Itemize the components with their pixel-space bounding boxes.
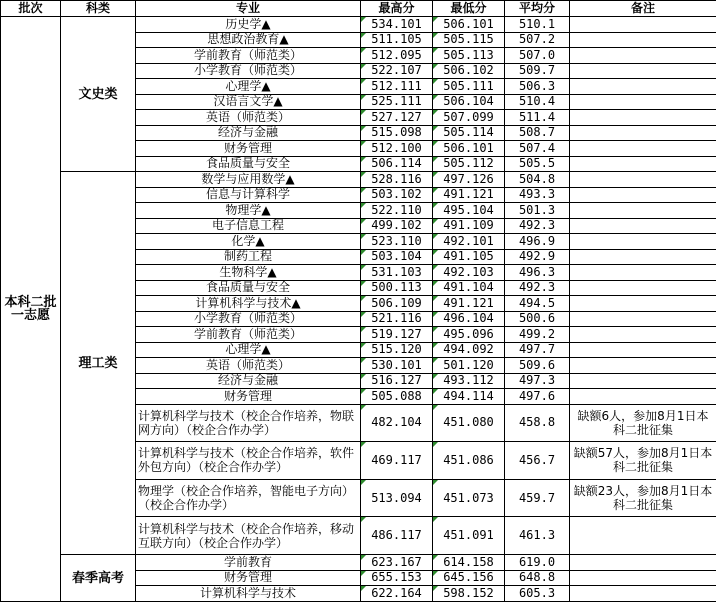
avg-score-cell: 505.5 — [505, 156, 570, 172]
min-score-cell: 491.104 — [433, 280, 505, 296]
table-row — [1, 172, 716, 188]
avg-score-cell: 504.8 — [505, 172, 570, 188]
avg-score-cell: 497.7 — [505, 342, 570, 358]
max-score-cell: 482.104 — [361, 404, 433, 442]
avg-score-cell: 499.2 — [505, 327, 570, 343]
note-cell — [570, 63, 716, 79]
max-score-cell: 516.127 — [361, 373, 433, 389]
note-cell — [570, 48, 716, 64]
max-score-cell: 528.116 — [361, 172, 433, 188]
header-max-score: 最高分 — [361, 1, 433, 17]
min-score-cell: 506.102 — [433, 63, 505, 79]
max-score-cell: 486.117 — [361, 517, 433, 555]
avg-score-cell: 509.7 — [505, 63, 570, 79]
avg-score-cell: 458.8 — [505, 404, 570, 442]
avg-score-cell: 456.7 — [505, 442, 570, 480]
min-score-cell: 507.099 — [433, 110, 505, 126]
major-cell: 学前教育 — [136, 555, 361, 571]
major-cell: 数学与应用数学▲ — [136, 172, 361, 188]
header-category: 科类 — [61, 1, 136, 17]
category-cell: 理工类 — [61, 172, 136, 555]
max-score-cell: 531.103 — [361, 265, 433, 281]
min-score-cell: 492.101 — [433, 234, 505, 250]
header-major: 专业 — [136, 1, 361, 17]
avg-score-cell: 648.8 — [505, 570, 570, 586]
avg-score-cell: 492.3 — [505, 218, 570, 234]
major-cell: 心理学▲ — [136, 342, 361, 358]
avg-score-cell: 494.5 — [505, 296, 570, 312]
major-cell: 心理学▲ — [136, 79, 361, 95]
max-score-cell: 655.153 — [361, 570, 433, 586]
min-score-cell: 497.126 — [433, 172, 505, 188]
major-cell: 学前教育（师范类） — [136, 327, 361, 343]
min-score-cell: 645.156 — [433, 570, 505, 586]
avg-score-cell: 496.9 — [505, 234, 570, 250]
min-score-cell: 492.103 — [433, 265, 505, 281]
major-cell: 物理学▲ — [136, 203, 361, 219]
note-cell — [570, 156, 716, 172]
header-avg-score: 平均分 — [505, 1, 570, 17]
category-cell: 春季高考 — [61, 555, 136, 602]
min-score-cell: 506.104 — [433, 94, 505, 110]
note-cell — [570, 125, 716, 141]
min-score-cell: 451.080 — [433, 404, 505, 442]
note-cell — [570, 249, 716, 265]
note-cell — [570, 280, 716, 296]
major-cell: 经济与金融 — [136, 373, 361, 389]
major-cell: 思想政治教育▲ — [136, 32, 361, 48]
category-cell: 文史类 — [61, 17, 136, 172]
avg-score-cell: 497.3 — [505, 373, 570, 389]
major-cell: 计算机科学与技术（校企合作培养，移动互联方向）（校企合作办学） — [136, 517, 361, 555]
min-score-cell: 494.114 — [433, 389, 505, 405]
min-score-cell: 494.092 — [433, 342, 505, 358]
major-cell: 物理学（校企合作培养，智能电子方向）（校企合作办学） — [136, 479, 361, 517]
note-cell — [570, 218, 716, 234]
max-score-cell: 505.088 — [361, 389, 433, 405]
major-cell: 电子信息工程 — [136, 218, 361, 234]
major-cell: 计算机科学与技术（校企合作培养，软件外包方向）（校企合作办学） — [136, 442, 361, 480]
max-score-cell: 534.101 — [361, 17, 433, 33]
note-cell — [570, 311, 716, 327]
header-min-score: 最低分 — [433, 1, 505, 17]
min-score-cell: 614.158 — [433, 555, 505, 571]
header-note: 备注 — [570, 1, 716, 17]
note-cell — [570, 172, 716, 188]
major-cell: 财务管理 — [136, 141, 361, 157]
max-score-cell: 499.102 — [361, 218, 433, 234]
max-score-cell: 512.095 — [361, 48, 433, 64]
max-score-cell: 527.127 — [361, 110, 433, 126]
avg-score-cell: 500.6 — [505, 311, 570, 327]
max-score-cell: 515.120 — [361, 342, 433, 358]
avg-score-cell: 619.0 — [505, 555, 570, 571]
min-score-cell: 496.104 — [433, 311, 505, 327]
note-cell — [570, 32, 716, 48]
max-score-cell: 530.101 — [361, 358, 433, 374]
note-cell — [570, 79, 716, 95]
min-score-cell: 505.115 — [433, 32, 505, 48]
major-cell: 英语（师范类） — [136, 358, 361, 374]
major-cell: 财务管理 — [136, 570, 361, 586]
max-score-cell: 525.111 — [361, 94, 433, 110]
max-score-cell: 500.113 — [361, 280, 433, 296]
min-score-cell: 505.114 — [433, 125, 505, 141]
max-score-cell: 521.116 — [361, 311, 433, 327]
min-score-cell: 505.111 — [433, 79, 505, 95]
min-score-cell: 495.104 — [433, 203, 505, 219]
max-score-cell: 523.110 — [361, 234, 433, 250]
min-score-cell: 598.152 — [433, 586, 505, 602]
avg-score-cell: 510.4 — [505, 94, 570, 110]
max-score-cell: 503.104 — [361, 249, 433, 265]
note-cell — [570, 327, 716, 343]
min-score-cell: 495.096 — [433, 327, 505, 343]
avg-score-cell: 501.3 — [505, 203, 570, 219]
max-score-cell: 515.098 — [361, 125, 433, 141]
min-score-cell: 491.109 — [433, 218, 505, 234]
note-cell — [570, 110, 716, 126]
note-cell — [570, 389, 716, 405]
min-score-cell: 491.121 — [433, 296, 505, 312]
major-cell: 计算机科学与技术 — [136, 586, 361, 602]
major-cell: 生物科学▲ — [136, 265, 361, 281]
min-score-cell: 493.112 — [433, 373, 505, 389]
note-cell: 缺额57人，参加8月1日本科二批征集 — [570, 442, 716, 480]
avg-score-cell: 506.3 — [505, 79, 570, 95]
major-cell: 计算机科学与技术▲ — [136, 296, 361, 312]
max-score-cell: 512.111 — [361, 79, 433, 95]
avg-score-cell: 492.9 — [505, 249, 570, 265]
header-batch: 批次 — [1, 1, 61, 17]
max-score-cell: 522.110 — [361, 203, 433, 219]
avg-score-cell: 511.4 — [505, 110, 570, 126]
note-cell — [570, 17, 716, 33]
max-score-cell: 522.107 — [361, 63, 433, 79]
max-score-cell: 506.109 — [361, 296, 433, 312]
major-cell: 制药工程 — [136, 249, 361, 265]
avg-score-cell: 461.3 — [505, 517, 570, 555]
table-row — [1, 555, 716, 571]
table-row — [1, 17, 716, 33]
note-cell — [570, 358, 716, 374]
avg-score-cell: 496.3 — [505, 265, 570, 281]
min-score-cell: 506.101 — [433, 141, 505, 157]
major-cell: 小学教育（师范类） — [136, 311, 361, 327]
min-score-cell: 506.101 — [433, 17, 505, 33]
note-cell: 缺额6人，参加8月1日本科二批征集 — [570, 404, 716, 442]
min-score-cell: 501.120 — [433, 358, 505, 374]
avg-score-cell: 507.4 — [505, 141, 570, 157]
avg-score-cell: 497.6 — [505, 389, 570, 405]
min-score-cell: 505.112 — [433, 156, 505, 172]
min-score-cell: 451.086 — [433, 442, 505, 480]
major-cell: 食品质量与安全 — [136, 280, 361, 296]
min-score-cell: 491.121 — [433, 187, 505, 203]
avg-score-cell: 492.3 — [505, 280, 570, 296]
major-cell: 汉语言文学▲ — [136, 94, 361, 110]
note-cell — [570, 570, 716, 586]
note-cell — [570, 265, 716, 281]
major-cell: 信息与计算科学 — [136, 187, 361, 203]
major-cell: 历史学▲ — [136, 17, 361, 33]
min-score-cell: 451.073 — [433, 479, 505, 517]
avg-score-cell: 459.7 — [505, 479, 570, 517]
header-row — [1, 1, 716, 17]
note-cell — [570, 234, 716, 250]
avg-score-cell: 507.0 — [505, 48, 570, 64]
max-score-cell: 511.105 — [361, 32, 433, 48]
batch-cell: 本科二批一志愿 — [1, 17, 61, 602]
max-score-cell: 469.117 — [361, 442, 433, 480]
major-cell: 计算机科学与技术（校企合作培养，物联网方向）（校企合作办学） — [136, 404, 361, 442]
note-cell: 缺额23人，参加8月1日本科二批征集 — [570, 479, 716, 517]
note-cell — [570, 517, 716, 555]
note-cell — [570, 586, 716, 602]
note-cell — [570, 203, 716, 219]
avg-score-cell: 509.6 — [505, 358, 570, 374]
major-cell: 英语（师范类） — [136, 110, 361, 126]
avg-score-cell: 507.2 — [505, 32, 570, 48]
note-cell — [570, 555, 716, 571]
major-cell: 经济与金融 — [136, 125, 361, 141]
major-cell: 小学教育（师范类） — [136, 63, 361, 79]
note-cell — [570, 94, 716, 110]
note-cell — [570, 296, 716, 312]
max-score-cell: 506.114 — [361, 156, 433, 172]
min-score-cell: 505.113 — [433, 48, 505, 64]
max-score-cell: 519.127 — [361, 327, 433, 343]
note-cell — [570, 373, 716, 389]
avg-score-cell: 493.3 — [505, 187, 570, 203]
major-cell: 化学▲ — [136, 234, 361, 250]
max-score-cell: 512.100 — [361, 141, 433, 157]
note-cell — [570, 141, 716, 157]
min-score-cell: 491.105 — [433, 249, 505, 265]
max-score-cell: 623.167 — [361, 555, 433, 571]
major-cell: 食品质量与安全 — [136, 156, 361, 172]
major-cell: 财务管理 — [136, 389, 361, 405]
avg-score-cell: 508.7 — [505, 125, 570, 141]
avg-score-cell: 605.3 — [505, 586, 570, 602]
max-score-cell: 503.102 — [361, 187, 433, 203]
min-score-cell: 451.091 — [433, 517, 505, 555]
major-cell: 学前教育（师范类） — [136, 48, 361, 64]
max-score-cell: 622.164 — [361, 586, 433, 602]
avg-score-cell: 510.1 — [505, 17, 570, 33]
note-cell — [570, 187, 716, 203]
note-cell — [570, 342, 716, 358]
max-score-cell: 513.094 — [361, 479, 433, 517]
